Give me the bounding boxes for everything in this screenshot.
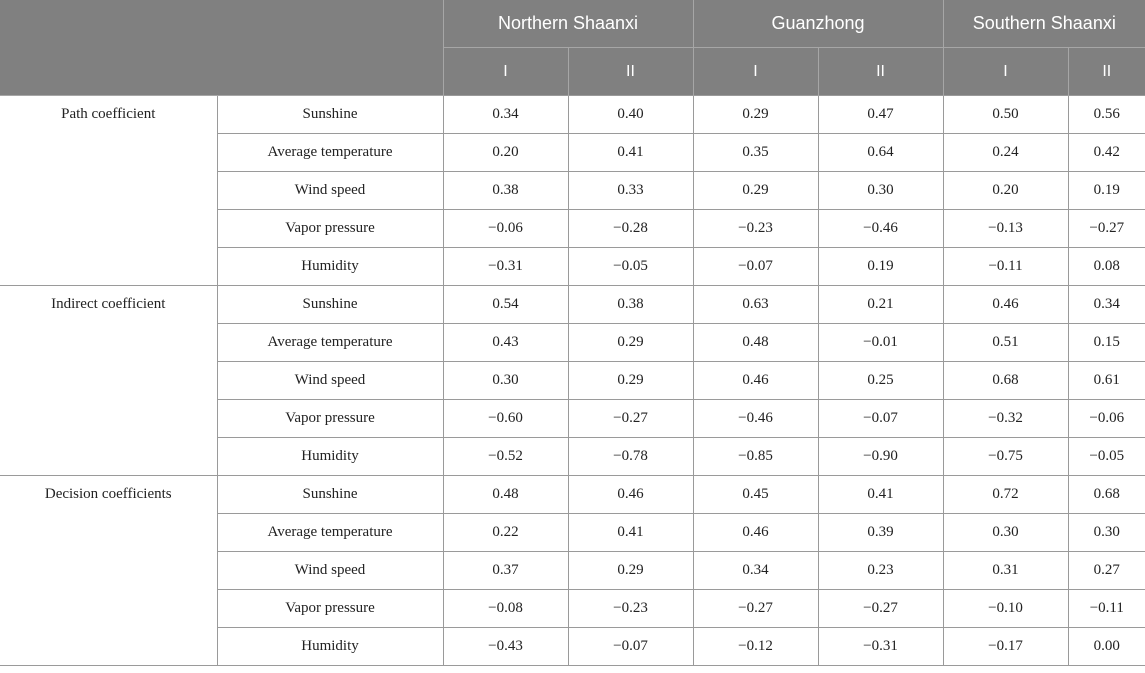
- table-row: [0, 476, 1145, 514]
- value-cell: 0.41: [818, 476, 943, 514]
- value-cell: −0.06: [1068, 400, 1145, 438]
- value-cell: 0.22: [443, 514, 568, 552]
- value-cell: 0.30: [943, 514, 1068, 552]
- value-cell: 0.72: [943, 476, 1068, 514]
- value-cell: −0.05: [1068, 438, 1145, 476]
- value-cell: 0.68: [1068, 476, 1145, 514]
- value-cell: 0.40: [568, 96, 693, 134]
- value-cell: 0.19: [818, 248, 943, 286]
- value-cell: −0.05: [568, 248, 693, 286]
- value-cell: −0.31: [818, 628, 943, 666]
- value-cell: −0.12: [693, 628, 818, 666]
- value-cell: −0.27: [1068, 210, 1145, 248]
- value-cell: −0.90: [818, 438, 943, 476]
- value-cell: 0.48: [693, 324, 818, 362]
- value-cell: 0.39: [818, 514, 943, 552]
- variable-label: Average temperature: [217, 514, 443, 552]
- value-cell: −0.46: [693, 400, 818, 438]
- table-header: [0, 0, 1145, 96]
- value-cell: −0.43: [443, 628, 568, 666]
- value-cell: 0.46: [568, 476, 693, 514]
- value-cell: 0.35: [693, 134, 818, 172]
- variable-label: Vapor pressure: [217, 590, 443, 628]
- region-header-northern-shaanxi: Northern Shaanxi: [443, 0, 693, 48]
- variable-label: Humidity: [217, 628, 443, 666]
- value-cell: 0.43: [443, 324, 568, 362]
- subheader-cell: I: [943, 48, 1068, 96]
- variable-label: Humidity: [217, 248, 443, 286]
- value-cell: 0.42: [1068, 134, 1145, 172]
- table-row: [0, 96, 1145, 134]
- value-cell: 0.47: [818, 96, 943, 134]
- subheader-cell: II: [568, 48, 693, 96]
- value-cell: 0.29: [568, 362, 693, 400]
- value-cell: 0.29: [693, 172, 818, 210]
- value-cell: 0.20: [443, 134, 568, 172]
- subheader-cell: I: [693, 48, 818, 96]
- value-cell: 0.38: [443, 172, 568, 210]
- value-cell: −0.23: [568, 590, 693, 628]
- value-cell: 0.29: [568, 324, 693, 362]
- value-cell: 0.23: [818, 552, 943, 590]
- value-cell: 0.00: [1068, 628, 1145, 666]
- value-cell: 0.20: [943, 172, 1068, 210]
- value-cell: −0.07: [818, 400, 943, 438]
- value-cell: 0.63: [693, 286, 818, 324]
- table-row: [0, 286, 1145, 324]
- value-cell: −0.75: [943, 438, 1068, 476]
- value-cell: −0.85: [693, 438, 818, 476]
- value-cell: 0.46: [693, 514, 818, 552]
- value-cell: 0.08: [1068, 248, 1145, 286]
- value-cell: 0.29: [568, 552, 693, 590]
- value-cell: 0.30: [1068, 514, 1145, 552]
- value-cell: −0.08: [443, 590, 568, 628]
- value-cell: −0.10: [943, 590, 1068, 628]
- header-corner: [0, 0, 443, 96]
- value-cell: −0.32: [943, 400, 1068, 438]
- variable-label: Wind speed: [217, 552, 443, 590]
- value-cell: 0.46: [943, 286, 1068, 324]
- variable-label: Average temperature: [217, 324, 443, 362]
- value-cell: −0.07: [693, 248, 818, 286]
- value-cell: 0.34: [1068, 286, 1145, 324]
- group-label: Path coefficient: [0, 96, 217, 286]
- value-cell: 0.46: [693, 362, 818, 400]
- value-cell: −0.13: [943, 210, 1068, 248]
- value-cell: 0.41: [568, 134, 693, 172]
- value-cell: −0.27: [693, 590, 818, 628]
- value-cell: −0.28: [568, 210, 693, 248]
- value-cell: 0.45: [693, 476, 818, 514]
- region-header-southern-shaanxi: Southern Shaanxi: [943, 0, 1145, 48]
- value-cell: −0.27: [568, 400, 693, 438]
- subheader-cell: II: [1068, 48, 1145, 96]
- value-cell: 0.27: [1068, 552, 1145, 590]
- value-cell: 0.24: [943, 134, 1068, 172]
- value-cell: 0.31: [943, 552, 1068, 590]
- value-cell: −0.07: [568, 628, 693, 666]
- group-label: Indirect coefficient: [0, 286, 217, 476]
- variable-label: Wind speed: [217, 362, 443, 400]
- value-cell: 0.56: [1068, 96, 1145, 134]
- value-cell: 0.50: [943, 96, 1068, 134]
- value-cell: −0.46: [818, 210, 943, 248]
- value-cell: 0.29: [693, 96, 818, 134]
- variable-label: Wind speed: [217, 172, 443, 210]
- variable-label: Vapor pressure: [217, 210, 443, 248]
- value-cell: 0.34: [693, 552, 818, 590]
- value-cell: 0.38: [568, 286, 693, 324]
- value-cell: 0.30: [443, 362, 568, 400]
- value-cell: −0.06: [443, 210, 568, 248]
- variable-label: Sunshine: [217, 286, 443, 324]
- variable-label: Average temperature: [217, 134, 443, 172]
- value-cell: 0.61: [1068, 362, 1145, 400]
- value-cell: 0.19: [1068, 172, 1145, 210]
- value-cell: −0.01: [818, 324, 943, 362]
- value-cell: −0.17: [943, 628, 1068, 666]
- value-cell: 0.37: [443, 552, 568, 590]
- variable-label: Sunshine: [217, 96, 443, 134]
- value-cell: −0.78: [568, 438, 693, 476]
- variable-label: Humidity: [217, 438, 443, 476]
- value-cell: 0.33: [568, 172, 693, 210]
- value-cell: 0.15: [1068, 324, 1145, 362]
- value-cell: −0.52: [443, 438, 568, 476]
- value-cell: 0.51: [943, 324, 1068, 362]
- value-cell: −0.23: [693, 210, 818, 248]
- value-cell: −0.60: [443, 400, 568, 438]
- variable-label: Vapor pressure: [217, 400, 443, 438]
- value-cell: −0.27: [818, 590, 943, 628]
- value-cell: 0.21: [818, 286, 943, 324]
- region-header-guanzhong: Guanzhong: [693, 0, 943, 48]
- value-cell: 0.68: [943, 362, 1068, 400]
- value-cell: 0.30: [818, 172, 943, 210]
- value-cell: −0.11: [943, 248, 1068, 286]
- value-cell: 0.48: [443, 476, 568, 514]
- value-cell: 0.54: [443, 286, 568, 324]
- value-cell: 0.25: [818, 362, 943, 400]
- value-cell: 0.64: [818, 134, 943, 172]
- table-body: [0, 96, 1145, 666]
- subheader-cell: I: [443, 48, 568, 96]
- group-label: Decision coefficients: [0, 476, 217, 666]
- value-cell: −0.11: [1068, 590, 1145, 628]
- value-cell: 0.41: [568, 514, 693, 552]
- value-cell: −0.31: [443, 248, 568, 286]
- value-cell: 0.34: [443, 96, 568, 134]
- subheader-cell: II: [818, 48, 943, 96]
- variable-label: Sunshine: [217, 476, 443, 514]
